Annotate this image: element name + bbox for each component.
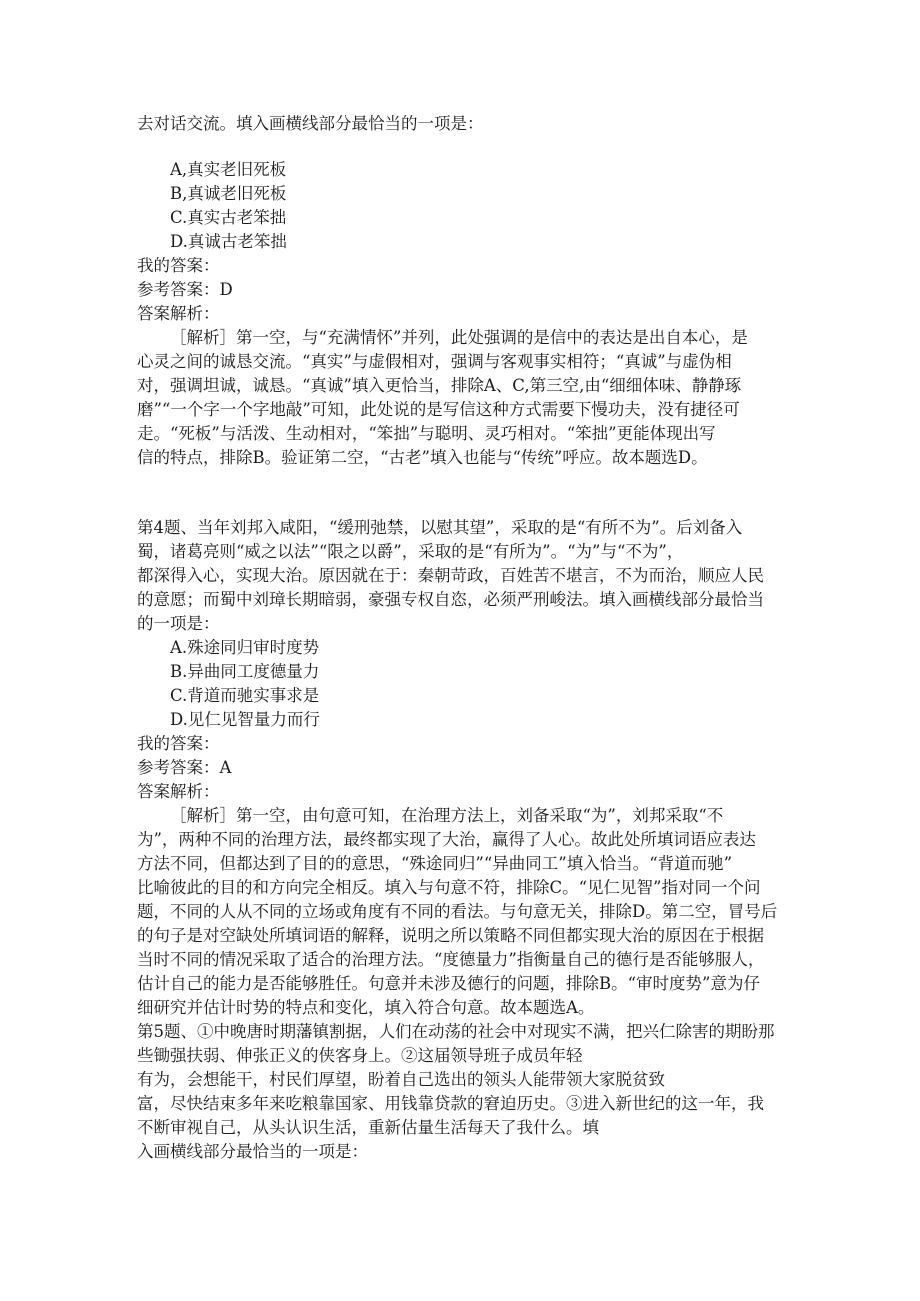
- question-4-stem-line: 都深得入心，实现大治。原因就在于：秦朝苛政，百姓苦不堪言，不为而治，顺应人民: [137, 566, 764, 585]
- question-4-stem-line: 的意愿；而蜀中刘璋长期暗弱，豪强专权自恣，必须严刑峻法。填入画横线部分最恰当: [137, 590, 764, 609]
- question-4-explanation-line: 为”，两种不同的治理方法，最终都实现了大治，赢得了人心。故此处所填词语应表达: [137, 830, 756, 849]
- question-3-option-b: B,真诚老旧死板: [170, 184, 287, 203]
- question-5-stem-line: 入画横线部分最恰当的一项是：: [137, 1142, 368, 1161]
- question-3-option-c: C.真实古老笨拙: [170, 208, 287, 227]
- question-5-stem-line: 不断审视自己，从头认识生活，重新估量生活每天了我什么。填: [137, 1118, 599, 1137]
- question-4-explanation-line: 方法不同，但都达到了目的的意思，“殊途同归”“异曲同工”填入恰当。“背道而驰”: [137, 854, 733, 873]
- question-4-stem-line: 第4题、当年刘邦入咸阳，“缓刑弛禁，以慰其望”，采取的是“有所不为”。后刘备入: [137, 518, 743, 537]
- question-4-explanation-line: 的句子是对空缺处所填词语的解释，说明之所以策略不同但都实现大治的原因在于根据: [137, 926, 764, 945]
- question-4-explanation-line: 比喻彼此的目的和方向完全相反。填入与句意不符，排除C。“见仁见智”指对同一个问: [137, 878, 761, 897]
- question-5-stem-line: 些锄强扶弱、伸张正义的侠客身上。②这届领导班子成员年轻: [137, 1046, 583, 1065]
- question-4-explanation-line: 题，不同的人从不同的立场或角度有不同的看法。与句意无关，排除D。第二空，冒号后: [137, 902, 778, 921]
- question-3-explanation-line: 信的特点，排除B。验证第二空，“古老”填入也能与“传统”呼应。故本题选D。: [137, 448, 708, 467]
- question-5-stem-line: 第5题、①中晚唐时期藩镇割据，人们在动荡的社会中对现实不满，把兴仁除害的期盼那: [137, 1022, 775, 1041]
- question-4-option-b: B.异曲同工度德量力: [170, 662, 320, 681]
- question-3-stem-end: 去对话交流。填入画横线部分最恰当的一项是：: [137, 114, 484, 133]
- question-4-explanation-label: 答案解析：: [137, 782, 220, 801]
- question-3-explanation-line: 走。“死板”与活泼、生动相对，“笨拙”与聪明、灵巧相对。“笨拙”更能体现出写: [137, 424, 716, 443]
- question-3-explanation-line: ［解析］第一空，与“充满情怀”并列，此处强调的是信中的表达是出自本心，是: [170, 328, 748, 347]
- question-4-explanation-line: ［解析］第一空，由句意可知，在治理方法上，刘备采取“为”，刘邦采取“不: [170, 806, 724, 825]
- question-4-explanation-line: 细研究并估计时势的特点和变化，填入符合句意。故本题选A。: [137, 998, 595, 1017]
- question-3-explanation-line: 磨”“一个字一个字地敲”可知，此处说的是写信这种方式需要下慢功夫，没有捷径可: [137, 400, 740, 419]
- question-3-explanation-label: 答案解析：: [137, 304, 220, 323]
- question-4-option-c: C.背道而驰实事求是: [170, 686, 320, 705]
- question-5-stem-line: 富，尽快结束多年来吃粮靠国家、用钱靠贷款的窘迫历史。③进入新世纪的这一年，我: [137, 1094, 764, 1113]
- question-4-stem-line: 蜀，诸葛亮则“威之以法”“限之以爵”，采取的是“有所为”。“为”与“不为”，: [137, 542, 684, 561]
- question-3-option-a: A,真实老旧死板: [170, 160, 287, 179]
- question-4-explanation-line: 估计自己的能力是否能够胜任。句意并未涉及德行的问题，排除B。“审时度势”意为仔: [137, 974, 760, 993]
- question-5-stem-line: 有为，会想能干，村民们厚望，盼着自己选出的领头人能带领大家脱贫致: [137, 1070, 665, 1089]
- question-3-explanation-line: 对，强调坦诚，诚恳。“真诚”填入更恰当，排除A、C,第三空,由“细细体味、静静琢: [137, 376, 742, 395]
- question-3-reference-answer: 参考答案：D: [137, 280, 233, 299]
- question-4-option-a: A.殊途同归审时度势: [170, 638, 320, 657]
- question-4-explanation-line: 当时不同的情况采取了适合的治理方法。“度德量力”指衡量自己的德行是否能够服人，: [137, 950, 765, 969]
- question-4-stem-line: 的一项是：: [137, 614, 220, 633]
- question-4-option-d: D.见仁见智量力而行: [170, 710, 320, 729]
- question-4-my-answer: 我的答案：: [137, 734, 220, 753]
- question-4-reference-answer: 参考答案：A: [137, 758, 232, 777]
- question-3-my-answer: 我的答案：: [137, 256, 220, 275]
- question-3-option-d: D.真诚古老笨拙: [170, 232, 287, 251]
- question-3-explanation-line: 心灵之间的诚恳交流。“真实”与虚假相对，强调与客观事实相符；“真诚”与虚伪相: [137, 352, 732, 371]
